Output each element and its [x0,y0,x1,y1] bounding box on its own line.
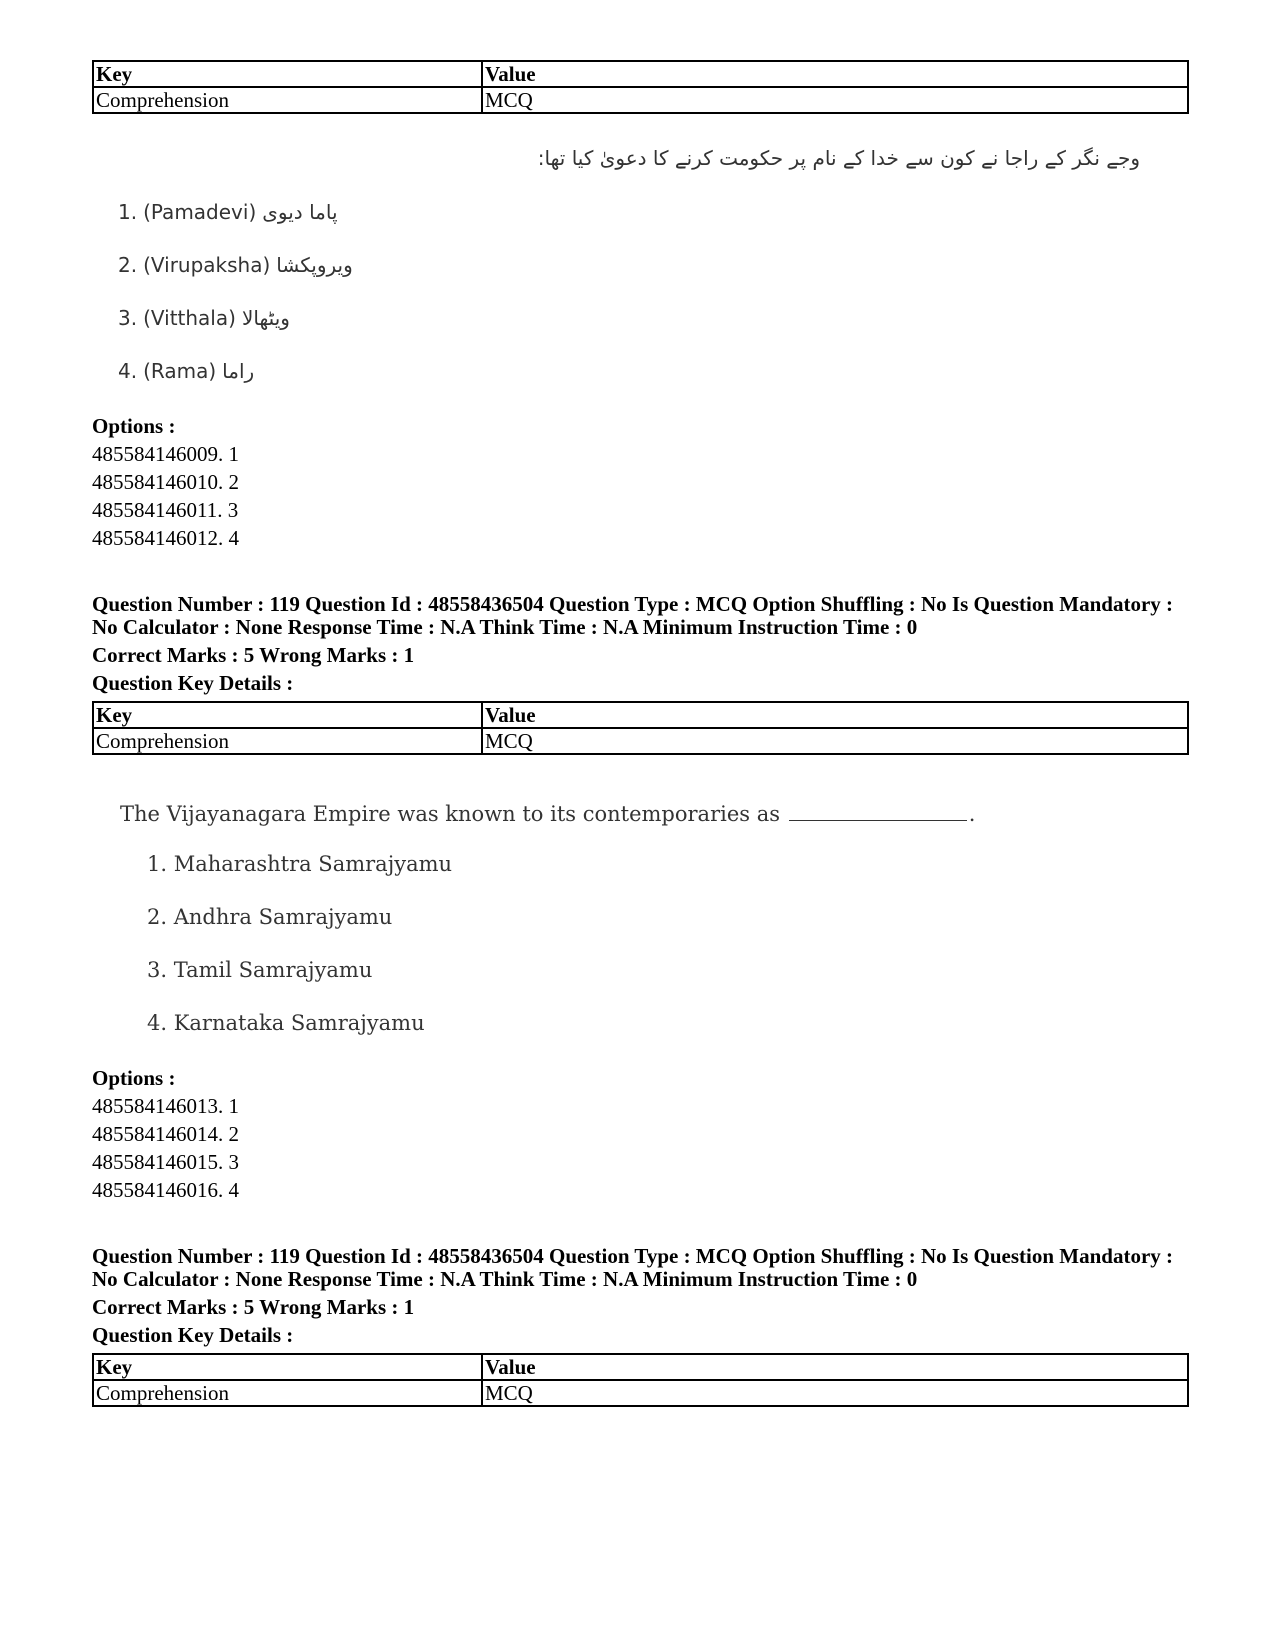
question-key-table-2 [92,701,1189,755]
option-number: 1. [118,200,138,224]
options-label: Options : [92,414,176,438]
question-meta-line2: No Calculator : None Response Time : N.A Think Time : N.A Minimum Instruction Time : 0 [92,1267,918,1291]
english-option-3: 3. Tamil Samrajyamu [147,958,373,982]
table-cell-value: MCQ [482,87,1188,113]
question-marks: Correct Marks : 5 Wrong Marks : 1 [92,643,415,667]
option-id-item: 485584146015. 3 [92,1150,239,1174]
options-label: Options : [92,1066,176,1090]
option-id-item: 485584146014. 2 [92,1122,239,1146]
option-urdu: ویروپکشا [276,253,353,277]
urdu-option-4 [118,359,254,383]
question-text-end: . [968,802,976,826]
option-id-item: 485584146013. 1 [92,1094,239,1118]
option-latin: (Pamadevi) [143,200,257,224]
english-option-4: 4. Karnataka Samrajyamu [147,1011,425,1035]
table-header-value: Value [482,702,1188,728]
table-header-key: Key [93,61,482,87]
urdu-option-2 [118,253,353,277]
option-id-item: 485584146010. 2 [92,470,239,494]
question-key-table-3 [92,1353,1189,1407]
table-header-key: Key [93,1354,482,1380]
question-text: The Vijayanagara Empire was known to its contemporaries as [120,802,781,826]
option-latin: (Rama) [143,359,217,383]
table-header-value: Value [482,1354,1188,1380]
question-marks: Correct Marks : 5 Wrong Marks : 1 [92,1295,415,1319]
question-key-details-label: Question Key Details : [92,1323,294,1347]
question-meta-line1: Question Number : 119 Question Id : 48558436504 Question Type : MCQ Option Shuffling : No Is Question Mandatory : [92,1244,1174,1268]
option-urdu: ویٹھالا [241,306,290,330]
question-meta-line2: No Calculator : None Response Time : N.A Think Time : N.A Minimum Instruction Time : 0 [92,615,918,639]
table-cell-key: Comprehension [93,728,482,754]
table-header-value: Value [482,61,1188,87]
option-id-item: 485584146016. 4 [92,1178,239,1202]
english-option-2: 2. Andhra Samrajyamu [147,905,393,929]
english-option-1: 1. Maharashtra Samrajyamu [147,852,453,876]
urdu-option-1 [118,200,338,224]
option-id-item: 485584146009. 1 [92,442,239,466]
table-cell-key: Comprehension [93,87,482,113]
question-meta-line1: Question Number : 119 Question Id : 48558436504 Question Type : MCQ Option Shuffling : No Is Question Mandatory : [92,592,1174,616]
table-cell-key: Comprehension [93,1380,482,1406]
option-number: 4. [118,359,138,383]
urdu-option-3 [118,306,290,330]
question-key-table-1 [92,60,1189,114]
english-question-text [120,800,975,826]
option-latin: (Virupaksha) [143,253,271,277]
option-urdu: راما [222,359,255,383]
option-id-item: 485584146011. 3 [92,498,239,522]
option-number: 3. [118,306,138,330]
question-key-details-label: Question Key Details : [92,671,294,695]
answer-blank [789,800,967,821]
urdu-question-text: وجے نگر کے راجا نے کون سے خدا کے نام پر حکومت کرنے کا دعویٰ کیا تھا: [537,146,1140,170]
option-id-item: 485584146012. 4 [92,526,239,550]
option-number: 2. [118,253,138,277]
table-cell-value: MCQ [482,728,1188,754]
table-cell-value: MCQ [482,1380,1188,1406]
option-latin: (Vitthala) [143,306,236,330]
table-header-key: Key [93,702,482,728]
option-urdu: پاما دیوی [262,200,338,224]
